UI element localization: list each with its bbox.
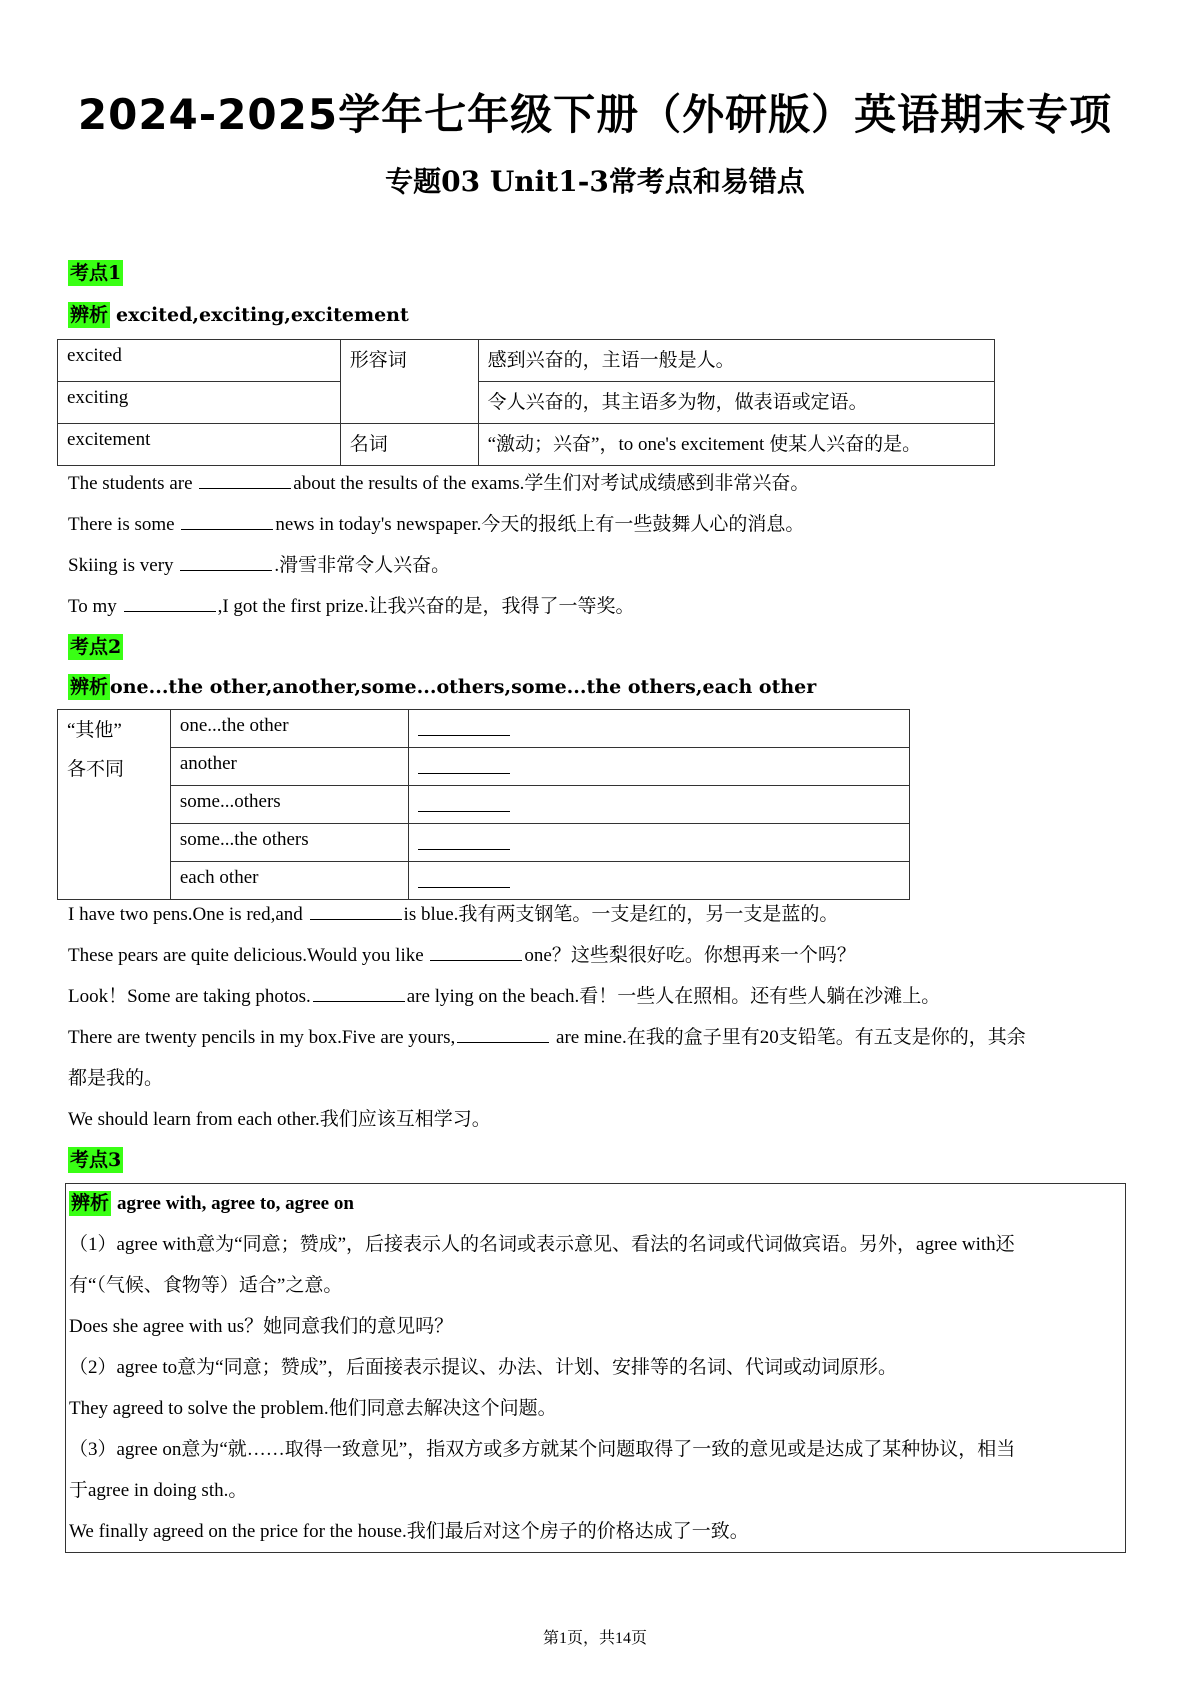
point2-analysis-tag: 辨析 [70, 676, 109, 698]
point3-line: They agreed to solve the problem.他们同意去解决这个问题。 [69, 1398, 557, 1419]
point1-tag: 考点1 [70, 262, 122, 284]
sentence-text: Skiing is very [68, 555, 179, 576]
point1-table [57, 339, 995, 466]
word-cell: excitement [58, 424, 341, 466]
table-row [58, 710, 910, 748]
point3-line: （3）agree on意为“就……取得一致意见”，指双方或多方就某个问题取得了一致的意见或是达成了某种协议，相当 [69, 1439, 1016, 1460]
fill-blank[interactable] [313, 983, 405, 1002]
sentence-text: To my [68, 596, 122, 617]
point3-line: 于agree in doing sth.。 [69, 1480, 248, 1501]
answer-cell [408, 748, 909, 786]
phrase-cell: another [170, 748, 408, 786]
phrase-cell: some...others [170, 786, 408, 824]
table-row [58, 340, 995, 382]
table-row [58, 862, 910, 900]
fill-blank[interactable] [418, 753, 510, 774]
sentence-text: These pears are quite delicious.Would you like [68, 945, 429, 966]
point2-tag-row [68, 632, 123, 659]
sentence-text: The students are [68, 473, 198, 494]
sentence-text: Look！Some are taking photos. [68, 986, 311, 1007]
sentence-text: is blue.我有两支钢笔。一支是红的，另一支是蓝的。 [403, 904, 839, 925]
point3-line: （2）agree to意为“同意；赞成”，后面接表示提议、办法、计划、安排等的名词、代词或动词原形。 [69, 1357, 898, 1378]
point3-analysis-row [69, 1188, 354, 1215]
page-title: 2024-2025学年七年级下册（外研版）英语期末专项 [77, 90, 1113, 139]
page-subtitle: 专题03 Unit1-3常考点和易错点 [385, 165, 805, 198]
point1-sentence-1 [68, 468, 809, 495]
table-row [58, 824, 910, 862]
category-line: 各不同 [67, 759, 125, 780]
answer-cell [408, 786, 909, 824]
sentence-text: one？这些梨很好吃。你想再来一个吗？ [524, 945, 856, 966]
point1-sentence-2 [68, 509, 804, 536]
fill-blank[interactable] [418, 829, 510, 850]
point1-analysis-row [68, 300, 409, 327]
point2-table [57, 709, 910, 900]
sentence-text: There is some [68, 514, 180, 535]
point1-analysis-text: excited,exciting,excitement [116, 304, 409, 326]
fill-blank[interactable] [181, 511, 273, 530]
meaning-cell: 令人兴奋的，其主语多为物，做表语或定语。 [478, 382, 994, 424]
point1-sentence-4 [68, 591, 634, 618]
point3-tag-row [68, 1145, 123, 1172]
sentence-text: ,I got the first prize.让我兴奋的是，我得了一等奖。 [217, 596, 635, 617]
answer-cell [408, 862, 909, 900]
point2-analysis-row [68, 672, 816, 699]
point3-line: We finally agreed on the price for the house.我们最后对这个房子的价格达成了一致。 [69, 1521, 749, 1542]
point2-sentence-1 [68, 899, 838, 926]
answer-cell [408, 710, 909, 748]
pos-cell: 名词 [340, 424, 478, 466]
word-cell: excited [58, 340, 341, 382]
table-row [58, 786, 910, 824]
sentence-text: are lying on the beach.看！一些人在照相。还有些人躺在沙滩上。 [406, 986, 941, 1007]
point2-sentence-4-cont: 都是我的。 [68, 1068, 164, 1089]
fill-blank[interactable] [418, 791, 510, 812]
fill-blank[interactable] [124, 593, 216, 612]
table-row [58, 748, 910, 786]
pos-cell: 形容词 [340, 340, 478, 424]
point3-tag: 考点3 [70, 1149, 122, 1171]
sentence-text: There are twenty pencils in my box.Five are yours, [68, 1027, 456, 1048]
point3-line: 有“（气候、食物等）适合”之意。 [69, 1275, 343, 1296]
point1-tag-row [68, 258, 123, 285]
phrase-cell: one...the other [170, 710, 408, 748]
category-cell [58, 710, 171, 900]
table-row [58, 382, 995, 424]
point2-tag: 考点2 [70, 636, 122, 658]
sentence-text: .滑雪非常令人兴奋。 [274, 555, 451, 576]
fill-blank[interactable] [180, 552, 272, 571]
point2-analysis-text: one...the other,another,some...others,some...the others,each other [110, 676, 817, 698]
point3-line: Does she agree with us？她同意我们的意见吗？ [69, 1316, 454, 1337]
sentence-text: about the results of the exams.学生们对考试成绩感到非常兴奋。 [293, 473, 810, 494]
sentence-text: news in today's newspaper.今天的报纸上有一些鼓舞人心的消息。 [275, 514, 805, 535]
phrase-cell: each other [170, 862, 408, 900]
point1-analysis-tag: 辨析 [70, 304, 109, 326]
point2-sentence-3 [68, 981, 940, 1008]
point1-sentence-3 [68, 550, 450, 577]
point3-line: （1）agree with意为“同意；赞成”，后接表示人的名词或表示意见、看法的名词或代词做宾语。另外，agree with还 [69, 1234, 1015, 1255]
word-cell: exciting [58, 382, 341, 424]
meaning-cell: “激动；兴奋”，to one's excitement 使某人兴奋的是。 [478, 424, 994, 466]
point3-box [65, 1183, 1126, 1553]
page-footer: 第1页，共14页 [542, 1630, 647, 1647]
point3-analysis-text: agree with, agree to, agree on [117, 1193, 354, 1214]
point2-sentence-4 [68, 1022, 1026, 1049]
point3-analysis-tag: 辨析 [71, 1193, 110, 1214]
answer-cell [408, 824, 909, 862]
fill-blank[interactable] [418, 715, 510, 736]
fill-blank[interactable] [199, 470, 291, 489]
point2-sentence-2 [68, 940, 856, 967]
fill-blank[interactable] [430, 942, 522, 961]
sentence-text: I have two pens.One is red,and [68, 904, 308, 925]
point2-sentence-5: We should learn from each other.我们应该互相学习。 [68, 1109, 491, 1130]
fill-blank[interactable] [418, 867, 510, 888]
table-row [58, 424, 995, 466]
category-line: “其他” [67, 720, 122, 741]
sentence-text: are mine.在我的盒子里有20支铅笔。有五支是你的，其余 [551, 1027, 1026, 1048]
meaning-cell: 感到兴奋的，主语一般是人。 [478, 340, 994, 382]
fill-blank[interactable] [310, 901, 402, 920]
phrase-cell: some...the others [170, 824, 408, 862]
fill-blank[interactable] [457, 1024, 549, 1043]
